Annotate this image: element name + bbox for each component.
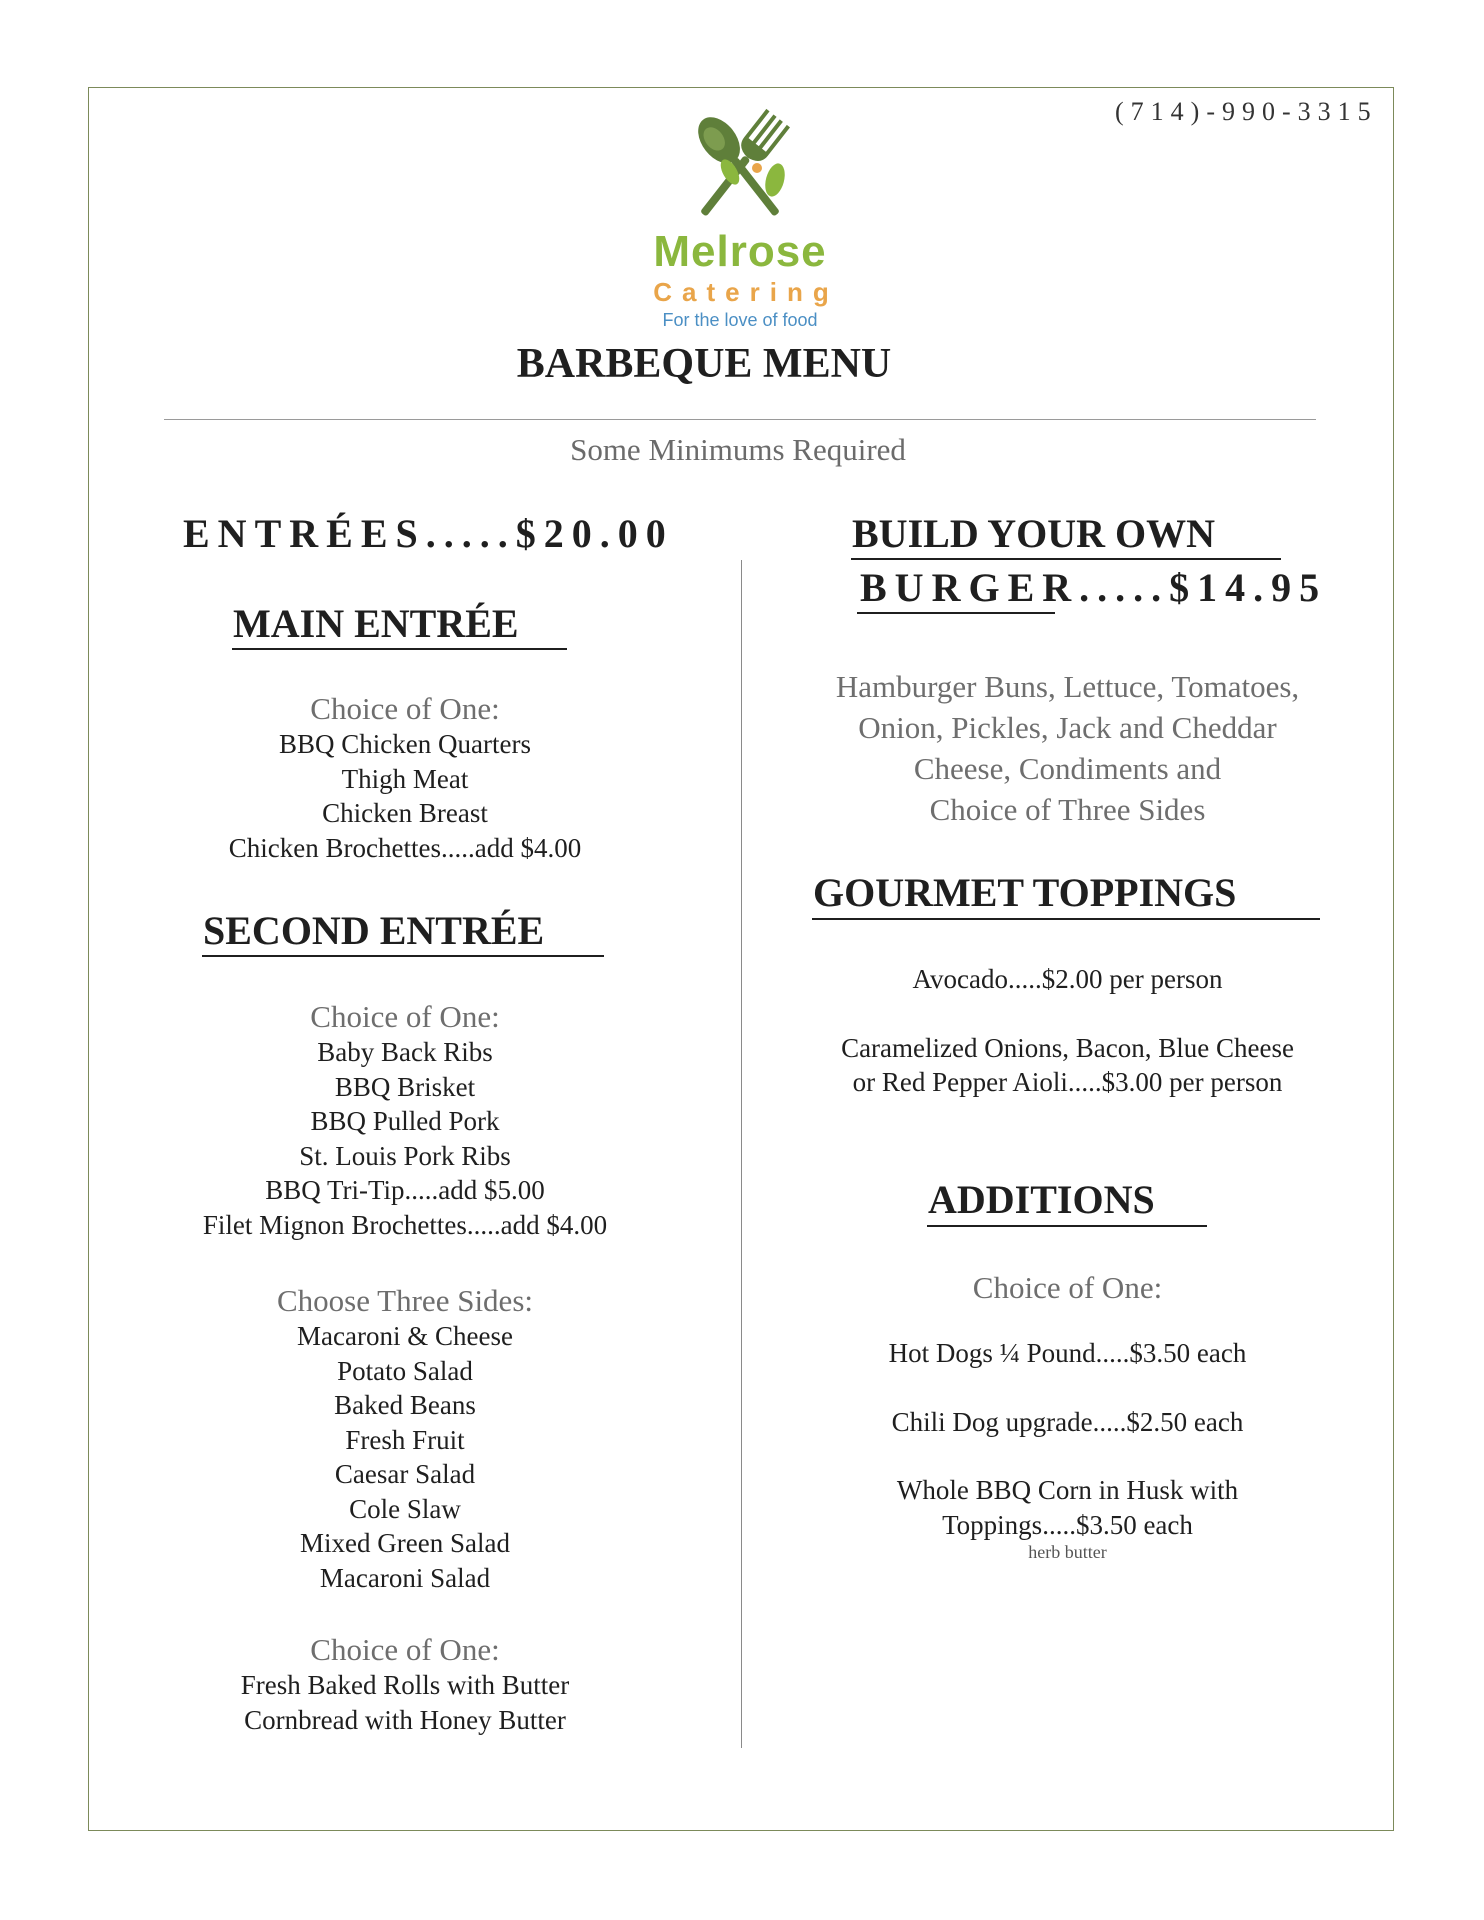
list-item: Chicken Breast bbox=[322, 798, 488, 828]
list-item: Caramelized Onions, Bacon, Blue Cheese bbox=[841, 1032, 1294, 1063]
spoon-fork-logo-icon bbox=[610, 102, 870, 232]
main-entree-list bbox=[155, 691, 655, 865]
list-item: Potato Salad bbox=[337, 1355, 473, 1386]
entrees-heading: ENTRÉES.....$20.00 bbox=[183, 511, 674, 556]
list-item: Baby Back Ribs bbox=[317, 1037, 493, 1067]
list-item: or Red Pepper Aioli.....$3.00 per person bbox=[852, 1067, 1283, 1097]
list-item: Chili Dog upgrade.....$2.50 each bbox=[891, 1406, 1244, 1437]
burger-description bbox=[790, 666, 1345, 830]
list-item: Whole BBQ Corn in Husk with bbox=[896, 1475, 1239, 1505]
list-item: Caesar Salad bbox=[334, 1459, 476, 1489]
description-line: Choice of Three Sides bbox=[929, 792, 1206, 827]
second-entree-list bbox=[155, 999, 655, 1242]
list-item: Fresh Fruit bbox=[345, 1424, 465, 1455]
phone-number: (714)-990-3315 bbox=[1115, 97, 1378, 126]
choice-label: Choice of One: bbox=[972, 1270, 1163, 1305]
list-item: St. Louis Pork Ribs bbox=[299, 1140, 511, 1171]
column-divider bbox=[741, 560, 742, 1748]
brand-name: Melrose bbox=[653, 227, 827, 276]
burger-underline-1 bbox=[851, 558, 1281, 560]
burger-heading-line1: BUILD YOUR OWN bbox=[852, 511, 1215, 556]
choice-label: Choice of One: bbox=[310, 1632, 500, 1667]
burger-underline-2 bbox=[857, 612, 1055, 614]
list-item: Macaroni Salad bbox=[319, 1562, 491, 1593]
choice-label: Choice of One: bbox=[310, 999, 500, 1034]
additions-list bbox=[790, 1270, 1345, 1563]
list-item: Cornbread with Honey Butter bbox=[244, 1704, 566, 1735]
description-line: Cheese, Condiments and bbox=[913, 751, 1222, 786]
main-entree-heading: MAIN ENTRÉE bbox=[233, 601, 519, 646]
burger-heading-line2 bbox=[860, 564, 1327, 611]
list-item: Fresh Baked Rolls with Butter bbox=[240, 1670, 570, 1700]
page-title: BARBEQUE MENU bbox=[516, 341, 892, 387]
list-item: Mixed Green Salad bbox=[300, 1528, 510, 1558]
list-item: BBQ Pulled Pork bbox=[310, 1106, 500, 1136]
description-line: Hamburger Buns, Lettuce, Tomatoes, bbox=[835, 669, 1300, 704]
list-item: Filet Mignon Brochettes.....add $4.00 bbox=[202, 1209, 608, 1240]
list-item: BBQ Brisket bbox=[334, 1071, 476, 1102]
additions-heading: ADDITIONS bbox=[928, 1177, 1155, 1222]
toppings-list bbox=[790, 962, 1345, 1100]
burger-price: .....$14.95 bbox=[1079, 565, 1328, 610]
toppings-underline bbox=[812, 918, 1320, 920]
brand-tagline: For the love of food bbox=[662, 310, 818, 330]
melrose-logo bbox=[610, 102, 870, 332]
minimums-note: Some Minimums Required bbox=[570, 432, 906, 467]
sides-list bbox=[155, 1283, 655, 1595]
brand-subtitle: Catering bbox=[653, 277, 839, 307]
main-entree-underline bbox=[232, 648, 567, 650]
second-entree-underline bbox=[202, 955, 604, 957]
description-line: Onion, Pickles, Jack and Cheddar bbox=[858, 710, 1277, 745]
choice-label: Choice of One: bbox=[310, 691, 500, 726]
item-note: herb butter bbox=[1028, 1542, 1107, 1562]
list-item: Baked Beans bbox=[334, 1390, 476, 1420]
burger-word: BURGER bbox=[860, 565, 1080, 610]
list-item: Chicken Brochettes.....add $4.00 bbox=[228, 832, 582, 863]
list-item: Hot Dogs ¼ Pound.....$3.50 each bbox=[888, 1338, 1247, 1368]
sides-label: Choose Three Sides: bbox=[276, 1283, 533, 1318]
list-item: Macaroni & Cheese bbox=[297, 1321, 513, 1351]
gourmet-toppings-heading: GOURMET TOPPINGS bbox=[813, 870, 1237, 915]
bread-list bbox=[155, 1632, 655, 1737]
list-item: Avocado.....$2.00 per person bbox=[912, 964, 1223, 994]
list-item: Thigh Meat bbox=[341, 763, 469, 794]
additions-underline bbox=[927, 1225, 1207, 1227]
title-divider bbox=[164, 419, 1316, 420]
list-item: Toppings.....$3.50 each bbox=[942, 1509, 1193, 1540]
list-item: Cole Slaw bbox=[349, 1493, 461, 1524]
list-item: BBQ Chicken Quarters bbox=[279, 729, 531, 759]
second-entree-heading: SECOND ENTRÉE bbox=[203, 908, 545, 953]
list-item: BBQ Tri-Tip.....add $5.00 bbox=[265, 1175, 545, 1205]
